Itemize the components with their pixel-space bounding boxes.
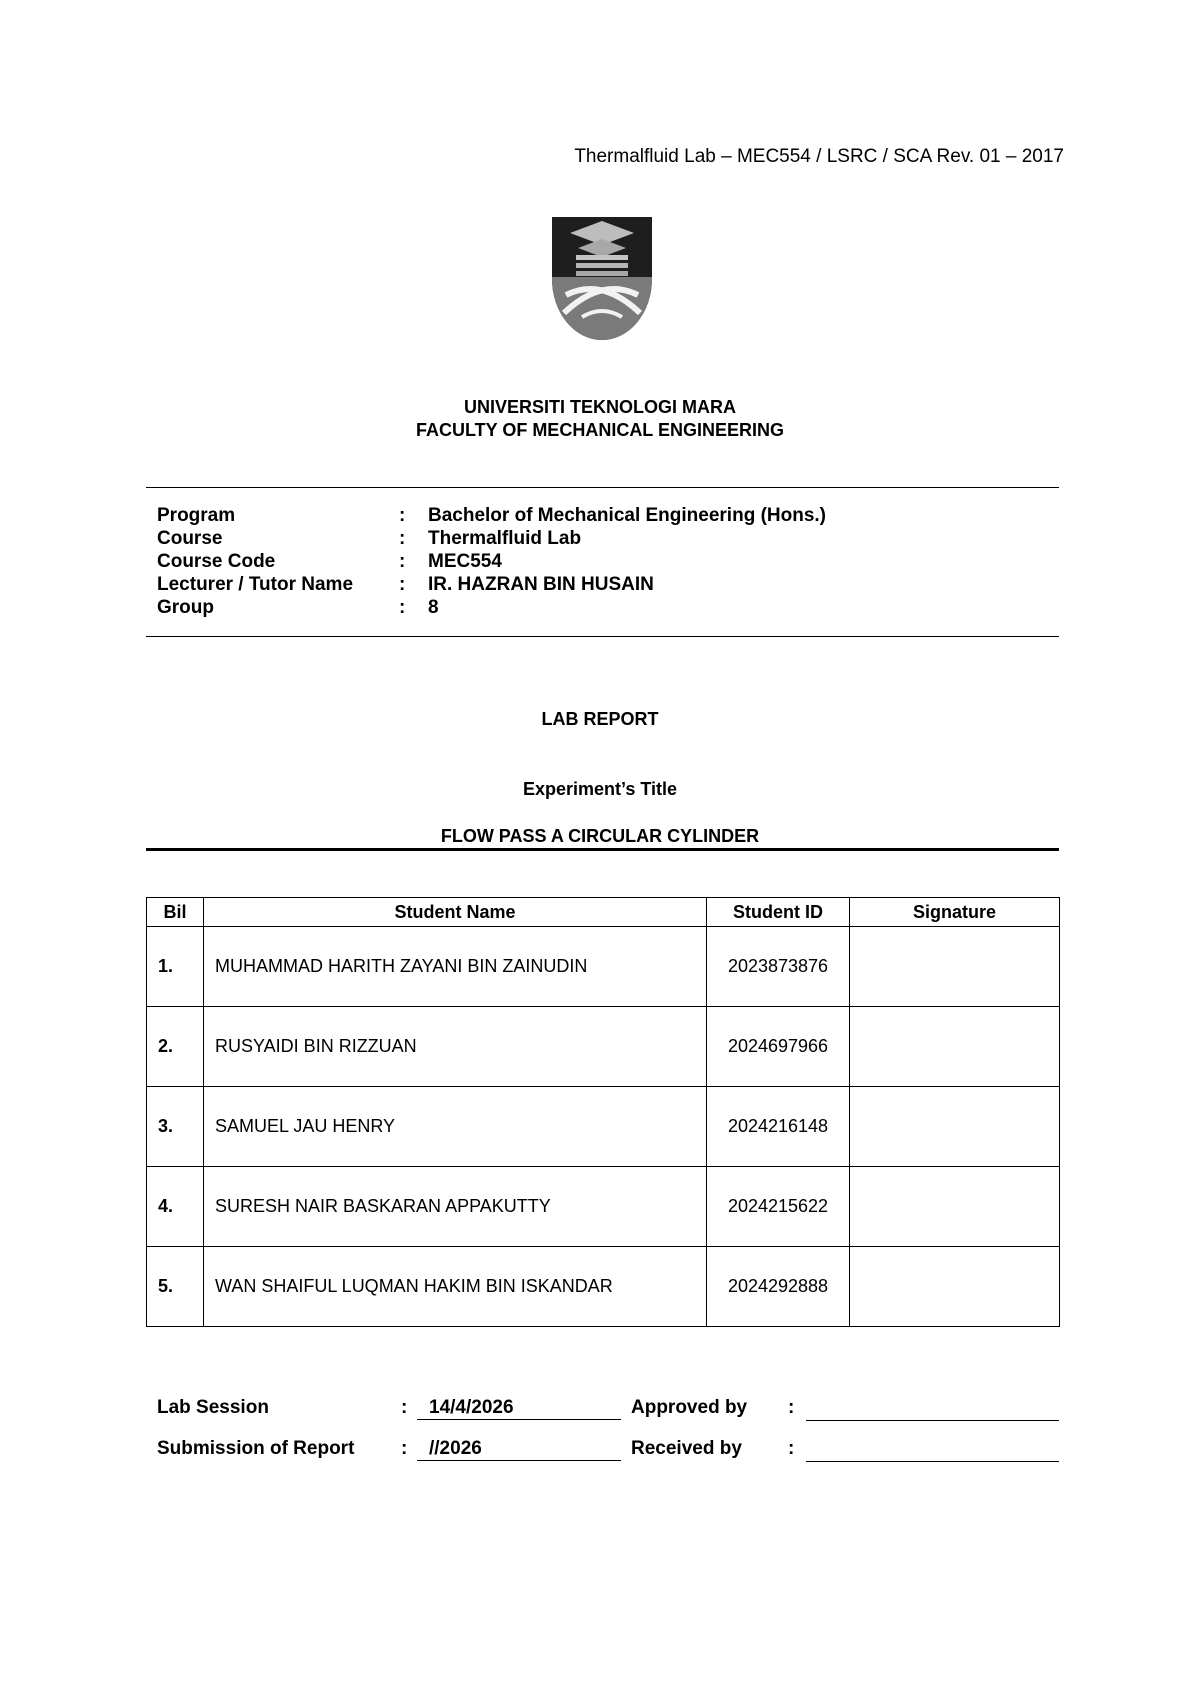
row-student-id: 2024215622 [707, 1167, 850, 1247]
column-header-bil: Bil [147, 898, 204, 927]
title-rule [146, 848, 1059, 851]
table-row [147, 1167, 1060, 1247]
row-bil: 1. [147, 927, 204, 1007]
column-header-student-name: Student Name [204, 898, 707, 927]
row-signature [850, 927, 1060, 1007]
column-header-signature: Signature [850, 898, 1060, 927]
experiment-label: Experiment’s Title [522, 779, 678, 799]
row-student-name: WAN SHAIFUL LUQMAN HAKIM BIN ISKANDAR [204, 1247, 707, 1327]
document-reference: Thermalfluid Lab – MEC554 / LSRC / SCA Rev. 01 – 2017 [574, 146, 1064, 167]
info-label-course: Course [157, 528, 223, 549]
row-student-id: 2024292888 [707, 1247, 850, 1327]
received-by-field [806, 1438, 1059, 1462]
table-header-row [147, 898, 1060, 927]
info-top-rule [146, 487, 1059, 488]
university-name: UNIVERSITI TEKNOLOGI MARA [463, 397, 736, 417]
footer-colon: : [788, 1397, 795, 1418]
row-student-name: RUSYAIDI BIN RIZZUAN [204, 1007, 707, 1087]
experiment-title: FLOW PASS A CIRCULAR CYLINDER [440, 826, 760, 846]
info-bottom-rule [146, 636, 1059, 637]
table-row [147, 1007, 1060, 1087]
info-colon: : [399, 574, 406, 595]
footer-colon: : [401, 1438, 408, 1459]
info-colon: : [399, 505, 406, 526]
info-colon: : [399, 597, 406, 618]
lab-session-value: 14/4/2026 [417, 1397, 621, 1420]
row-signature [850, 1007, 1060, 1087]
faculty-name: FACULTY OF MECHANICAL ENGINEERING [415, 420, 784, 440]
info-label-group: Group [157, 597, 214, 618]
row-student-id: 2024697966 [707, 1007, 850, 1087]
row-signature [850, 1087, 1060, 1167]
info-value-lecturer: IR. HAZRAN BIN HUSAIN [428, 574, 654, 595]
received-by-label: Received by [631, 1438, 742, 1459]
row-bil: 2. [147, 1007, 204, 1087]
footer-colon: : [788, 1438, 795, 1459]
info-label-course-code: Course Code [157, 551, 276, 572]
info-colon: : [399, 551, 406, 572]
row-signature [850, 1247, 1060, 1327]
uitm-crest-icon [552, 217, 652, 340]
row-bil: 5. [147, 1247, 204, 1327]
row-student-id: 2023873876 [707, 927, 850, 1007]
info-value-course-code: MEC554 [428, 551, 502, 572]
info-label-program: Program [157, 505, 236, 526]
column-header-student-id: Student ID [707, 898, 850, 927]
table-row [147, 1247, 1060, 1327]
lab-session-label: Lab Session [157, 1397, 269, 1418]
report-heading: LAB REPORT [541, 709, 659, 729]
footer-colon: : [401, 1397, 408, 1418]
table-row [147, 927, 1060, 1007]
submission-label: Submission of Report [157, 1438, 355, 1459]
info-value-group: 8 [428, 597, 439, 618]
info-label-lecturer: Lecturer / Tutor Name [157, 574, 354, 595]
row-bil: 4. [147, 1167, 204, 1247]
row-student-name: SURESH NAIR BASKARAN APPAKUTTY [204, 1167, 707, 1247]
row-student-name: SAMUEL JAU HENRY [204, 1087, 707, 1167]
student-table [146, 897, 1060, 1327]
approved-by-label: Approved by [631, 1397, 748, 1418]
row-student-id: 2024216148 [707, 1087, 850, 1167]
row-student-name: MUHAMMAD HARITH ZAYANI BIN ZAINUDIN [204, 927, 707, 1007]
table-row [147, 1087, 1060, 1167]
submission-value: //2026 [417, 1438, 621, 1461]
row-bil: 3. [147, 1087, 204, 1167]
info-value-program: Bachelor of Mechanical Engineering (Hons.) [428, 505, 827, 526]
info-value-course: Thermalfluid Lab [428, 528, 582, 549]
info-colon: : [399, 528, 406, 549]
row-signature [850, 1167, 1060, 1247]
approved-by-field [806, 1397, 1059, 1421]
